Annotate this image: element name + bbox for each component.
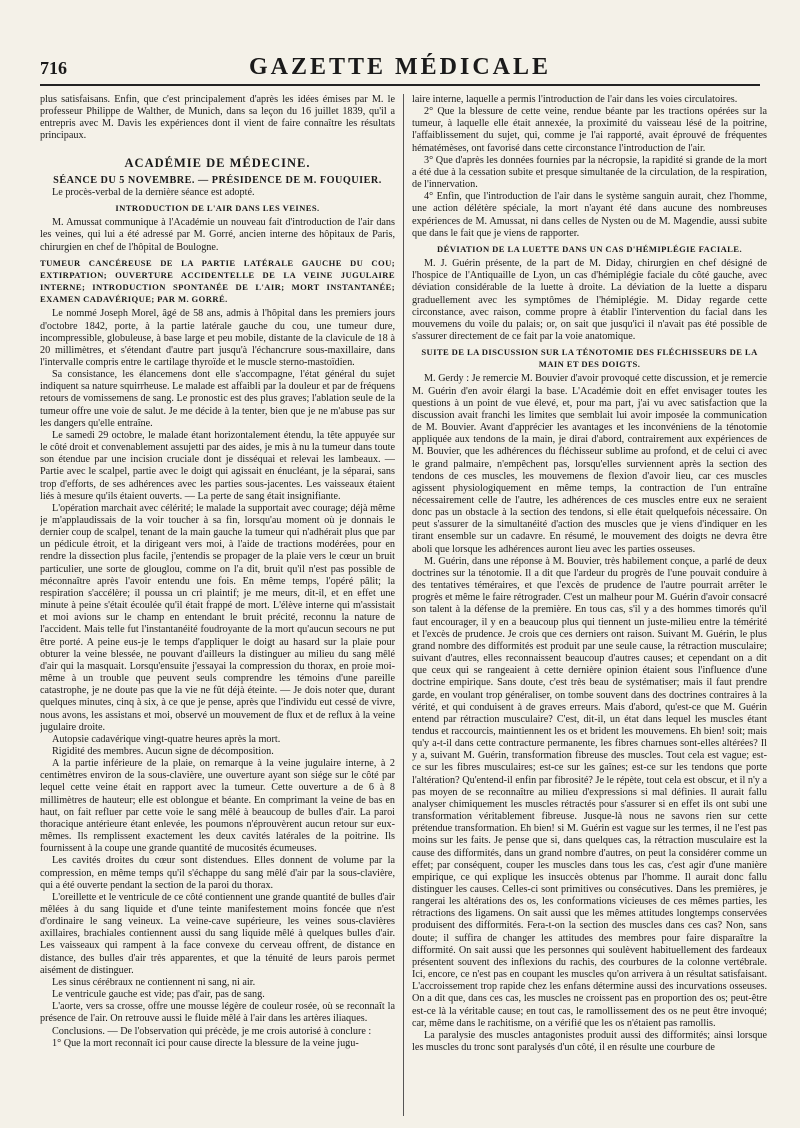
right-column bbox=[412, 94, 767, 1116]
page-number: 716 bbox=[40, 58, 67, 78]
paragraph: Conclusions. — De l'observation qui précède, je me crois autorisé à conclure : bbox=[52, 1025, 372, 1037]
paragraph: 1° Que la mort reconnaît ici pour cause directe la blessure de la veine jugu- bbox=[52, 1037, 359, 1049]
paragraph: M. Amussat communique à l'Académie un nouveau fait d'introduction de l'air dans les veines, qui lui a été adressé par M. Gorré, ancien interne des hôpitaux de Paris, chirurgien en chef de l'hôpital de Boulogne. bbox=[40, 217, 395, 253]
paragraph: L'oreillette et le ventricule de ce côté contiennent une grande quantité de bulles d'air mêlées à du sang liquide et d'une teinte manifestement moins foncée que n'est d'ordinaire le sang veineux. La veine-cave supérieure, les veines sous-clavières axillaires, brachiales contiennent aussi du sang liquide mêlé à quelques bulles d'air. Les vaisseaux qui rampent à la face convexe du cerveau offrent, de distance en distance, des bulles d'air très apparentes, et que la ténuité de leurs parois permet aisément de distinguer. bbox=[40, 891, 395, 976]
paragraph: Autopsie cadavérique vingt-quatre heures après la mort. bbox=[52, 733, 281, 745]
paragraph: M. J. Guérin présente, de la part de M. Diday, chirurgien en chef désigné de l'hospice de l'Antiquaille de Lyon, un cas d'hémiplégie faciale du côté gauche, avec déviation considérable de la luette à droite. La déviation de la luette a disparu graduellement avec les symptômes de l'hémiplégie. M. Diday regarde cette circonstance, avec raison, comme propre à établir l'intervention du facial dans les mouvemens du voile du palais; or, on sait que jusqu'ici il n'avait pas été possible de s'assurer directement de ce fait par la voie anatomique. bbox=[412, 258, 767, 342]
page-header bbox=[40, 54, 760, 86]
section-title: ACADÉMIE DE MÉDECINE. bbox=[124, 155, 311, 170]
paragraph: Sa consistance, les élancemens dont elle s'accompagne, l'état général du sujet indiquent sa nature squirrheuse. Le malade est affaibli par la douleur et par de fréquens retours de vomissemens de sang. Le pronostic est des plus graves; l'ablation seule de la tumeur offre une voie de salut. Je me décide à la tenter, bien que je ne m'abuse pas sur les dangers qu'elle entraîne. bbox=[40, 369, 395, 429]
subsection-heading: TUMEUR CANCÉREUSE DE LA PARTIE LATÉRALE GAUCHE DU COU; EXTIRPATION; OUVERTURE ACCIDENTELLE DE LA VEINE JUGULAIRE INTERNE; INTRODUCTION SPONTANÉE DE L'AIR; MORT INSTANTANÉE; EXAMEN CADAVÉRIQUE; PAR M. GORRÉ. bbox=[40, 257, 395, 305]
column-divider bbox=[403, 94, 404, 1116]
paragraph: La paralysie des muscles antagonistes produit aussi des difformités; ainsi lorsque les muscles du tronc sont paralysés d'un côté, il en résulte une courbure de bbox=[412, 1029, 767, 1054]
paragraph: 3° Que d'après les données fournies par la nécropsie, la rapidité si grande de la mort a été due à la cessation subite et presque simultanée de la circulation, de la respiration, de l'innervation. bbox=[412, 154, 767, 191]
subsection-heading: DÉVIATION DE LA LUETTE DANS UN CAS D'HÉMIPLÉGIE FACIALE. bbox=[436, 243, 742, 254]
paragraph: 4° Enfin, que l'introduction de l'air dans le système sanguin aurait, chez l'homme, une action délétère spéciale, la mort n'ayant été dans aucune des nombreuses expériences de M. Amussat, ni dans celles de Nysten ou de M. Magendie, aussi subite que dans le fait que je viens de rapporter. bbox=[412, 191, 767, 239]
paragraph: M. Gerdy : Je remercie M. Bouvier d'avoir provoqué cette discussion, et je remercie M. Guérin d'en avoir élargi la base. L'Académie doit en effet envisager toutes les questions à un point de vue élevé, et, pour ma part, j'ai vu avec satisfaction que la discussion avait franchi les limites que semblait lui avoir imposée la communication de M. Bouvier. Avant d'apprécier les avantages et les inconvéniens de la ténotomie appliquée aux tendons de la main, je dirai d'abord, contrairement aux expériences de M. Bouvier, que les adhérences du fléchisseur sublime au profond, et de celui ci avec le grand palmaire, n'empêchent pas, lorsqu'elles surviennent après la section des tendons de ces muscles, les mouvemens de flexion d'avoir lieu, car ces muscles agissent physiologiquement en même temps, la contraction de l'un entraîne nécessairement celle de l'autre, les adhérences de ces muscles entre eux ne seraient donc pas un obstacle à la section des tendons, si elle était quelquefois nécessaire. On peut s'assurer de la simultanéité d'action des muscles que je viens d'indiquer en les tirant ensemble sur un cadavre. En résumé, le mouvement des doigts ne devra être aboli que lorsque les adhérences auront lieu avec les parties osseuses. bbox=[412, 373, 767, 555]
paragraph: A la partie inférieure de la plaie, on remarque à la veine jugulaire interne, à 2 centimètres environ de la sous-clavière, une ouverture ayant son siége sur le côté par lequel cette veine était en rapport avec la tumeur. Cette ouverture a de 6 à 8 millimètres de hauteur; elle est oblongue et béante. En comprimant la veine de bas en haut, on fait refluer par cette voie le sang mêlé à beaucoup de bulles d'air. La paroi thoracique antérieure étant enlevée, les poumons n'éprouvèrent aucun retour sur eux-mêmes. Ils remplissent exactement les deux cavités latérales de la poitrine. Ils fournissent à la coupe une grande quantité de mucosités écumeuses. bbox=[40, 758, 395, 855]
paragraph: Le procès-verbal de la dernière séance est adopté. bbox=[52, 186, 255, 198]
journal-title: GAZETTE MÉDICALE bbox=[248, 54, 552, 80]
paragraph: Le samedi 29 octobre, le malade étant horizontalement étendu, la tête appuyée sur le côté droit et convenablement assujetti par des aides, je mis à nu la tumeur dans toute son étendue par une incision cruciale dont je disséquai et relevai les lambeaux. — Partie avec le scalpel, partie avec le doigt qui agissait en énucléant, je la séparai, sans trop d'efforts, de ses adhérences avec les parties sous-jacentes. Les vaisseaux étaient liés à mesure qu'ils étaient ouverts. — La perte de sang était insignifiante. bbox=[40, 429, 395, 502]
session-heading: SÉANCE DU 5 NOVEMBRE. — PRÉSIDENCE DE M. FOUQUIER. bbox=[53, 174, 382, 186]
paragraph: plus satisfaisans. Enfin, que c'est principalement d'après les idées émises par M. le professeur Philippe de Walther, de Munich, dans sa leçon du 16 juillet 1839, qu'il a entrepris avec M. Davis les expériences dont il vient de faire connaître les résultats principaux. bbox=[40, 94, 395, 142]
paragraph: Le ventricule gauche est vide; pas d'air, pas de sang. bbox=[52, 989, 265, 1001]
paragraph: laire interne, laquelle a permis l'introduction de l'air dans les voies circulatoires. bbox=[412, 94, 738, 105]
left-column bbox=[40, 94, 395, 1116]
paragraph: L'aorte, vers sa crosse, offre une mousse légère de couleur rosée, où se reconnaît la présence de l'air. On retrouve aussi le fluide mêlé à l'air dans les artères iliaques. bbox=[40, 1001, 395, 1025]
paragraph: Les cavités droites du cœur sont distendues. Elles donnent de volume par la compression, en même temps qu'il s'échappe du sang mêlé d'air par la sous-clavière, qui a été ouverte pendant la section de la paroi du thorax. bbox=[40, 855, 395, 891]
paragraph: Le nommé Joseph Morel, âgé de 58 ans, admis à l'hôpital dans les premiers jours d'octobre 1842, porte, à la partie latérale gauche du cou, une tumeur dure, incompressible, globuleuse, à base large et peu mobile, distante de la clavicule de 18 à 20 millimètres, et s'étendant d'autre part jusqu'à l'échancrure sous-maxillaire, dans l'intervalle compris entre le cartilage thyroïde et le muscle sterno-mastoïdien. bbox=[40, 308, 395, 368]
paragraph: 2° Que la blessure de cette veine, rendue béante par les tractions opérées sur la tumeur, à laquelle elle était annexée, la proximité du vaisseau lésé de la poitrine, l'affaiblissement du sujet, qui, comme je l'ai rapporté, avait éprouvé de fréquentes hématémèses, ont favorisé dans cette circonstance l'introduction de l'air. bbox=[412, 106, 767, 154]
subsection-heading: SUITE DE LA DISCUSSION SUR LA TÉNOTOMIE DES FLÉCHISSEURS DE LA MAIN ET DES DOIGTS. bbox=[421, 347, 758, 370]
paragraph: L'opération marchait avec célérité; le malade la supportait avec courage; déjà même je m'applaudissais de la voir toucher à sa fin, lorsqu'au moment où je donnais le dernier coup de scalpel, tenant de la main gauche la tumeur qui n'adhérait plus que par un pédicule étroit, et la dirigeant vers moi, à l'aide de tractions modérées, pour en rendre la dissection plus facile, j'entendis se propager de la plaie vers le cœur un bruit particulier, une sorte de glouglou, comme on l'a dit, bruit qu'il n'est pas possible de méconnaître après l'avoir entendu une fois. En même temps, l'opéré pâlit; la respiration s'accélère; il poussa un cri plaintif; je me meurs, dit-il, et en effet une minute à peine s'était écoulée qu'il était frappé de mort. L'élève interne qui m'assistait et moi avions sur le champ en entendant le bruit précité, reconnu la nature de l'accident. Mais telle fut l'instantanéité foudroyante de la mort qu'aucun secours ne put être porté. A peine eus-je le temps d'appliquer le doigt au hasard sur la plaie pour obturer la veine blessée, ne pouvant d'ailleurs la distinguer au milieu du sang mêlé d'air qui la masquait. Lorsqu'ensuite j'essayai la compression du thorax, en proie moi-même à un trouble que peuvent seuls comprendre les témoins d'une pareille catastrophe, je ne doute pas que la vie ne fût déjà éteinte. — Je dois noter que, durant quelques minutes, cinq à six, à ce que je pense, après que l'individu eut cessé de vivre, nous avons, les assistans et moi, observé un mouvement de flux et de reflux à la veine jugulaire droite. bbox=[40, 502, 395, 733]
paragraph: Rigidité des membres. Aucun signe de décomposition. bbox=[52, 745, 274, 757]
paragraph: M. Guérin, dans une réponse à M. Bouvier, très habilement conçue, a parlé de deux doctrines sur la ténotomie. Il a dit que l'ardeur du progrès de l'une pouvait conduire à des tentatives téméraires, et que l'excès de prudence de l'autre pourrait arrêter le progrès et même le faire rétrograder. C'est un malheur pour M. Guérin d'avoir consacré son talent à la défense de la première. En tous cas, s'il y a des hommes timorés qu'il faut encourager, il y en a beaucoup plus qui tiennent un juste-milieu entre la témérité et l'excès de prudence. Je crois que ces derniers ont raison. Suivant M. Guérin, le plus grand nombre des difformités est produit par une seule cause, la rétraction musculaire; suivant d'autres, elles reconnaissent beaucoup d'autres causes; et cependant on a dit que ceux qui se rangeaient à cette dernière opinion étaient sous l'influence d'une doctrine empirique. Sans doute, c'est très beau de systématiser; mais il faut prendre garde, en voulant trop généraliser, on tombe souvent dans des doctrines contraires à la vérité, et qui conduisent à de graves erreurs. Mais d'abord, qu'est-ce que M. Guérin entend par rétraction musculaire? C'est, dit-il, un état dans lequel les muscles étant tendus et raccourcis, maintiennent les os et brident les mouvemens. Eh bien! soit; mais qu'y a-t-il dans cette contracture permanente, les fibres charnues sont-elles altérées? Il y a, suivant M. Guérin, transformation fibreuse des muscles. Tout cela est vague; est-ce sur les fibres musculaires; est-ce sur les gaînes; est-ce sur les tendons que porte l'altération? Qu'entend-il enfin par fibrosité? Je le répète, tout cela est obscur, et il n'y a pas moyen de se reconnaître au milieu d'expressions si mal définies. Il aurait fallu analyser chimiquement les muscles rétractés pour s'assurer si en effet ils ont subi une transformation véritablement fibreuse. Jusque-là nous ne savons rien sur cette prétendue transformation. Eh bien! si M. Guérin est vague sur les termes, il ne l'est pas moins sur les faits. Je pense que si, dans quelques cas, la rétraction musculaire est la cause des difformités, dans un grand nombre d'autres, on peut la considérer comme un effet; par conséquent, couper les muscles dans tous les cas, c'est agir d'une manière empirique, ce qui explique les insuccès obtenus par l'homme. Il aurait donc fallu distinguer les causes. Celles-ci sont primitives ou consécutives. Dans les premières, je rangerai les altérations des os, les conformations vicieuses de ces mêmes parties, les rétractions des ligamens. On sait aussi que les mêmes attitudes longtemps conservées produisent des difformités. Fera-t-on la section des muscles dans ces cas? Non, sans doute; il suffira de changer les attitudes des membres pour faire disparaître la difformité. On sait aussi que les personnes qui soulèvent habituellement des fardeaux présentent souvent des inflexions du rachis, des courbures de la colonne vertébrale. Ici, encore, ce n'est pas en coupant les muscles qu'on arrivera à un résultat satisfaisant. L'accroissement trop rapide chez les enfans détermine aussi des incurvations osseuses. On a dit que, dans ces cas, les muscles ne croissent pas en proportion des os; peut-être est-ce là la véritable cause; en tout cas, le ramollissement des os ne peut être invoqué; car, même dans le rachitisme, on a vérifié que les os n'étaient pas ramollis. bbox=[412, 555, 767, 1029]
paragraph: Les sinus cérébraux ne contiennent ni sang, ni air. bbox=[52, 976, 256, 988]
subsection-heading: INTRODUCTION DE L'AIR DANS LES VEINES. bbox=[115, 203, 320, 214]
